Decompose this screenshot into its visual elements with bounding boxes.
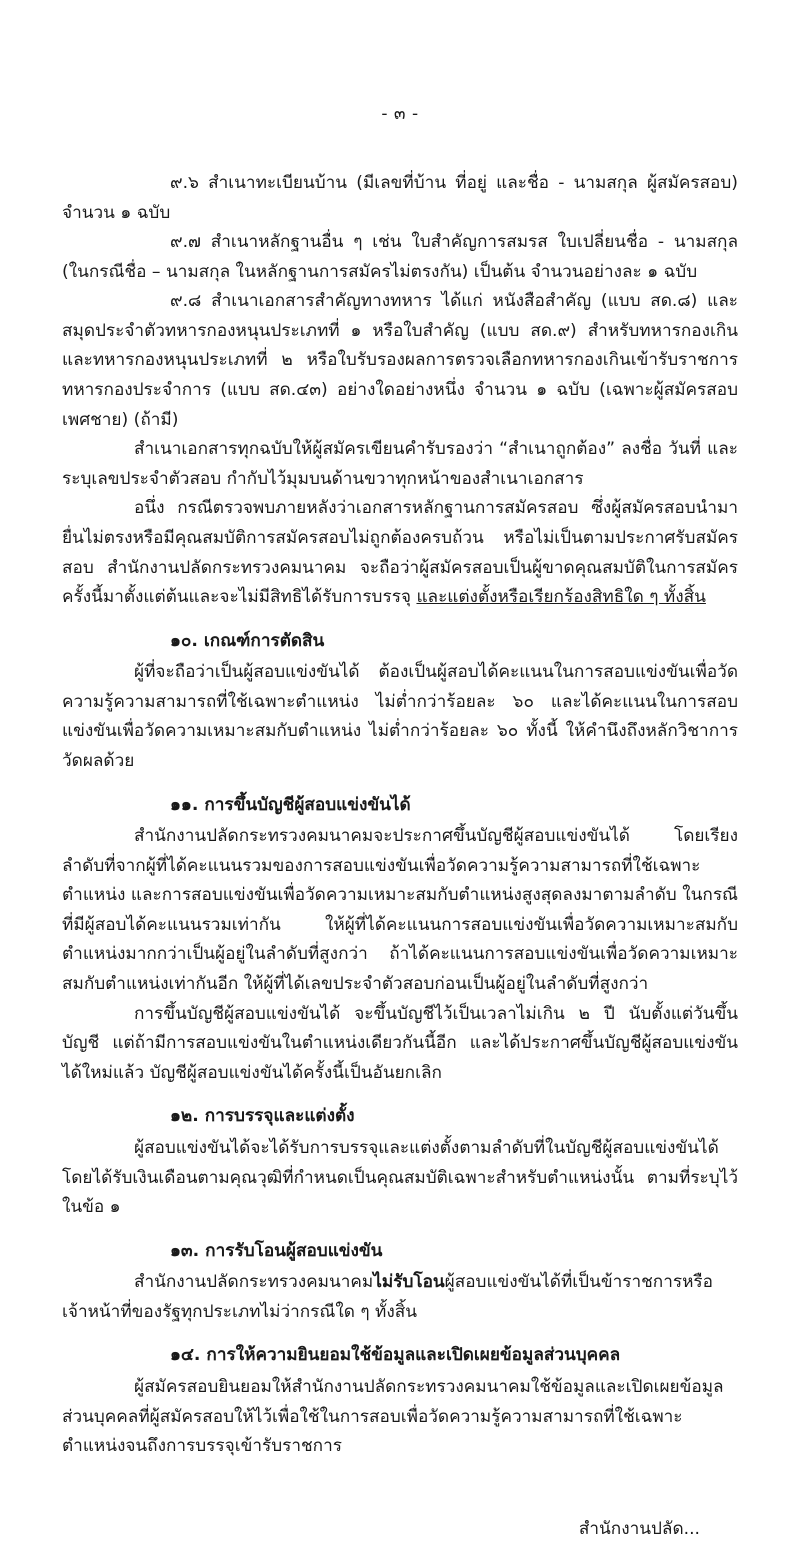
paragraph-section-12: ผู้สอบแข่งขันได้จะได้รับการบรรจุและแต่งตั้งตามลำดับที่ในบัญชีผู้สอบแข่งขันได้ โดยได้รับเงินเดือนตามคุณวุฒิที่กำหนดเป็นคุณสมบัติเฉพาะสำหรับตำแหน่งนั้น ตามที่ระบุไว้ในข้อ ๑	[62, 1137, 738, 1218]
paragraph-section-14: ผู้สมัครสอบยินยอมให้สำนักงานปลัดกระทรวงคมนาคมใช้ข้อมูลและเปิดเผยข้อมูลส่วนบุคคลที่ผู้สมัครสอบให้ไว้เพื่อใช้ในการสอบเพื่อวัดความรู้ความสามารถที่ใช้เฉพาะตำแหน่งจนถึงการบรรจุเข้ารับราชการ	[62, 1376, 724, 1457]
paragraph-item-9-6: ๙.๖ สำเนาทะเบียนบ้าน (มีเลขที่บ้าน ที่อยู่ และชื่อ - นามสกุล ผู้สมัครสอบ) จำนวน ๑ ฉบับ	[62, 173, 738, 223]
paragraph-section-10: ผู้ที่จะถือว่าเป็นผู้สอบแข่งขันได้ ต้องเป็นผู้สอบได้คะแนนในการสอบแข่งขันเพื่อวัดความรู้ความสามารถที่ใช้เฉพาะตำแหน่ง ไม่ต่ำกว่าร้อยละ ๖๐ และได้คะแนนในการสอบแข่งขันเพื่อวัดความเหมาะสมกับตำแหน่ง ไม่ต่ำกว่าร้อยละ ๖๐ ทั้งนี้ ให้คำนึงถึงหลักวิชาการวัดผลด้วย	[62, 662, 738, 771]
heading-section-13: ๑๓. การรับโอนผู้สอบแข่งขัน	[170, 1240, 383, 1261]
heading-section-12: ๑๒. การบรรจุและแต่งตั้ง	[170, 1106, 355, 1127]
disqualification-note-text: อนึ่ง กรณีตรวจพบภายหลังว่าเอกสารหลักฐานการสมัครสอบ ซึ่งผู้สมัครสอบนำมายื่นไม่ตรงหรือมีคุณสมบัติการสมัครสอบไม่ถูกต้องครบถ้วน หรือไม่เป็นตามประกาศรับสมัครสอบ สำนักงานปลัดกระทรวงคมนาคม จะถือว่าผู้สมัครสอบเป็นผู้ขาดคุณสมบัติในการสมัครครั้งนี้มาตั้งแต่ต้นและจะไม่มีสิทธิได้รับการบรรจุ	[62, 498, 738, 608]
section-13-text-bold: ไม่รับโอน	[373, 1272, 445, 1293]
heading-section-14: ๑๔. การให้ความยินยอมใช้ข้อมูลและเปิดเผยข้อมูลส่วนบุคคล	[170, 1345, 621, 1366]
section-13-text-after: ผู้สอบแข่งขันได้ที่เป็นข้าราชการหรือเจ้าหน้าที่ของรัฐทุกประเภทไม่ว่ากรณีใด ๆ ทั้งสิ้น	[62, 1272, 713, 1322]
paragraph-section-11b: การขึ้นบัญชีผู้สอบแข่งขันได้ จะขึ้นบัญชีไว้เป็นเวลาไม่เกิน ๒ ปี นับตั้งแต่วันขึ้นบัญชี แต่ถ้ามีการสอบแข่งขันในตำแหน่งเดียวกันนี้อีก และได้ประกาศขึ้นบัญชีผู้สอบแข่งขันได้ใหม่แล้ว บัญชีผู้สอบแข่งขันได้ครั้งนี้เป็นอันยกเลิก	[62, 1003, 738, 1083]
page-number: - ๓ -	[381, 104, 419, 124]
paragraph-item-9-8: ๙.๘ สำเนาเอกสารสำคัญทางทหาร ได้แก่ หนังสือสำคัญ (แบบ สด.๘) และสมุดประจำตัวทหารกองหนุนประเภทที่ ๑ หรือใบสำคัญ (แบบ สด.๙) สำหรับทหารกองเกิน และทหารกองหนุนประเภทที่ ๒ หรือใบรับรองผลการตรวจเลือกทหารกองเกินเข้ารับราชการทหารกองประจำการ (แบบ สด.๔๓) อย่างใดอย่างหนึ่ง จำนวน ๑ ฉบับ (เฉพาะผู้สมัครสอบเพศชาย) (ถ้ามี)	[62, 291, 738, 430]
paragraph-item-9-7: ๙.๗ สำเนาหลักฐานอื่น ๆ เช่น ใบสำคัญการสมรส ใบเปลี่ยนชื่อ - นามสกุล (ในกรณีชื่อ – นามสกุล ในหลักฐานการสมัครไม่ตรงกัน) เป็นต้น จำนวนอย่างละ ๑ ฉบับ	[62, 232, 738, 282]
paragraph-section-13	[62, 1268, 738, 1327]
section-13-text-before: สำนักงานปลัดกระทรวงคมนาคม	[134, 1272, 374, 1293]
heading-section-11: ๑๑. การขึ้นบัญชีผู้สอบแข่งขันได้	[170, 794, 411, 815]
disqualification-note-underlined: และแต่งตั้งหรือเรียกร้องสิทธิใด ๆ ทั้งสิ้น	[416, 587, 706, 608]
paragraph-disqualification-note	[62, 494, 738, 612]
signature-line: สำนักงานปลัด...	[578, 1518, 700, 1539]
paragraph-certify-copies: สำเนาเอกสารทุกฉบับให้ผู้สมัครเขียนคำรับรองว่า “สำเนาถูกต้อง” ลงชื่อ วันที่ และระบุเลขประจำตัวสอบ กำกับไว้มุมบนด้านขวาทุกหน้าของสำเนาเอกสาร	[62, 439, 738, 489]
document-body	[62, 169, 738, 1462]
paragraph-section-11a: สำนักงานปลัดกระทรวงคมนาคมจะประกาศขึ้นบัญชีผู้สอบแข่งขันได้ โดยเรียงลำดับที่จากผู้ที่ได้คะแนนรวมของการสอบแข่งขันเพื่อวัดความรู้ความสามารถที่ใช้เฉพาะตำแหน่ง และการสอบแข่งขันเพื่อวัดความเหมาะสมกับตำแหน่งสูงสุดลงมาตามลำดับ ในกรณีที่มีผู้สอบได้คะแนนรวมเท่ากัน ให้ผู้ที่ได้คะแนนการสอบแข่งขันเพื่อวัดความเหมาะสมกับตำแหน่งมากกว่าเป็นผู้อยู่ในลำดับที่สูงกว่า ถ้าได้คะแนนการสอบแข่งขันเพื่อวัดความเหมาะสมกับตำแหน่งเท่ากันอีก ให้ผู้ที่ได้เลขประจำตัวสอบก่อนเป็นผู้อยู่ในลำดับที่สูงกว่า	[62, 826, 738, 995]
heading-section-10: ๑๐. เกณฑ์การตัดสิน	[170, 630, 325, 651]
